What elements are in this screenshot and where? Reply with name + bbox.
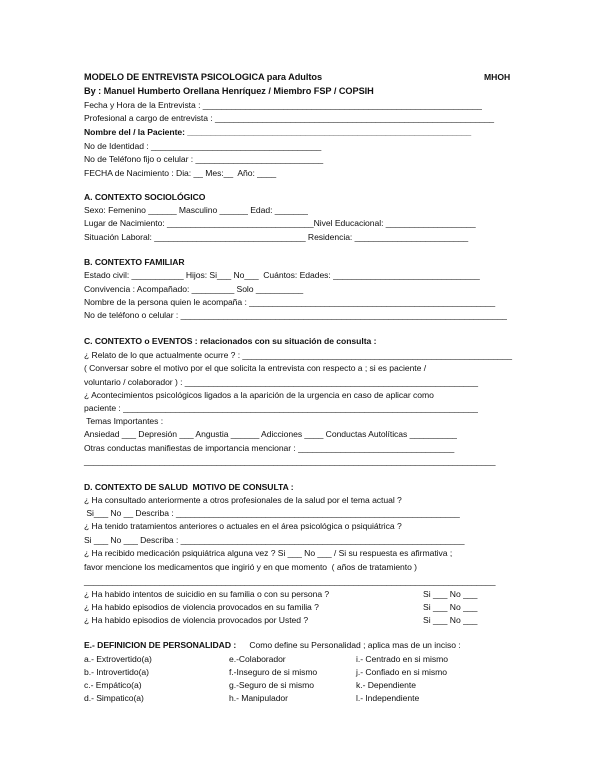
companion-name-field[interactable]: Nombre de la persona quien le acompaña : ____________________________________________________	[84, 297, 496, 307]
option-d[interactable]: d.- Simpatico(a)	[84, 693, 144, 703]
form-code: MHOH	[484, 72, 511, 82]
suicide-question: ¿ Ha habido intentos de suicidio en su familia o con su persona ?	[84, 589, 330, 599]
option-i[interactable]: i.- Centrado en si mismo	[356, 654, 448, 664]
prior-consult-question: ¿ Ha consultado anteriormente a otros profesionales de la salud por el tema actual ?	[84, 495, 402, 505]
option-e[interactable]: e.-Colaborador	[229, 654, 286, 664]
form-author: By : Manuel Humberto Orellana Henríquez / Miembro FSP / COPSIH	[84, 86, 374, 96]
section-c-title: C. CONTEXTO o EVENTOS : relacionados con su situación de consulta :	[84, 336, 377, 346]
medication-line[interactable]: _______________________________________________________________________________________	[84, 576, 496, 586]
medication-detail-text: favor mencione los medicamentos que ingirió y en que momento ( años de tratamiento )	[84, 562, 417, 572]
section-d-title: D. CONTEXTO DE SALUD MOTIVO DE CONSULTA :	[84, 482, 294, 492]
section-b-title: B. CONTEXTO FAMILIAR	[84, 257, 185, 267]
reason-note-text: ( Conversar sobre el motivo por el que solicita la entrevista con respecto a ; si es paciente /	[84, 363, 427, 373]
other-behaviors-line[interactable]: _______________________________________________________________________________________	[84, 456, 496, 466]
patient-field[interactable]: paciente : ___________________________________________________________________________	[84, 403, 478, 413]
birthplace-education-field[interactable]: Lugar de Nacimiento: _______________________________Nivel Educacional: ___________________	[84, 218, 476, 228]
option-l[interactable]: l.- Independiente	[356, 693, 420, 703]
suicide-answer[interactable]: Si ___ No ___	[423, 589, 478, 599]
conditions-field[interactable]: Ansiedad ___ Depresión ___ Angustia ______ Adicciones ____ Conductas Autolíticas __________	[84, 429, 457, 439]
work-residence-field[interactable]: Situación Laboral: ________________________________ Residencia: ________________________	[84, 232, 469, 242]
family-violence-answer[interactable]: Si ___ No ___	[423, 602, 478, 612]
prior-treatment-question: ¿ Ha tenido tratamientos anteriores o actuales en el área psicológica o psiquiátrica ?	[84, 521, 402, 531]
medication-question[interactable]: ¿ Ha recibido medicación psiquiátrica alguna vez ? Si ___ No ___ / Si su respuesta es afirmativa ;	[84, 548, 453, 558]
option-k[interactable]: k.- Dependiente	[356, 680, 416, 690]
option-h[interactable]: h.- Manipulador	[229, 693, 288, 703]
own-violence-answer[interactable]: Si ___ No ___	[423, 615, 478, 625]
option-g[interactable]: g.-Seguro de si mismo	[229, 680, 314, 690]
psych-events-text: ¿ Acontecimientos psicológicos ligados a la aparición de la urgencia en caso de aplicar como	[84, 390, 434, 400]
current-events-field[interactable]: ¿ Relato de lo que actualmente ocurre ? : _________________________________________________________	[84, 350, 512, 360]
option-f[interactable]: f.-Inseguro de si mismo	[229, 667, 318, 677]
patient-name-field[interactable]: Nombre del / la Paciente: ____________________________________________________________	[84, 127, 472, 137]
interview-date-field[interactable]: Fecha y Hora de la Entrevista : ___________________________________________________________	[84, 100, 482, 110]
volunteer-field[interactable]: voluntario / colaborador ) : ______________________________________________________________	[84, 377, 478, 387]
companion-phone-field[interactable]: No de teléfono o celular : _____________________________________________________________________	[84, 310, 507, 320]
option-b[interactable]: b.- Introvertido(a)	[84, 667, 149, 677]
section-e-subtitle: Como define su Personalidad ; aplica mas de un inciso :	[247, 640, 461, 650]
section-a-title: A. CONTEXTO SOCIOLÓGICO	[84, 192, 206, 202]
option-j[interactable]: j.- Confiado en si mismo	[356, 667, 447, 677]
phone-field[interactable]: No de Teléfono fijo o celular : ___________________________	[84, 154, 324, 164]
important-topics-label: Temas Importantes :	[84, 416, 164, 426]
sex-age-field[interactable]: Sexo: Femenino ______ Masculino ______ Edad: _______	[84, 205, 308, 215]
section-e-title: E.- DEFINICION DE PERSONALIDAD :	[84, 640, 237, 650]
other-behaviors-field[interactable]: Otras conductas manifiestas de importancia mencionar : _________________________________	[84, 443, 455, 453]
cohabitation-field[interactable]: Convivencia : Acompañado: _________ Solo __________	[84, 284, 304, 294]
prior-treatment-field[interactable]: Si ___ No ___ Describa : ____________________________________________________________	[84, 535, 465, 545]
option-c[interactable]: c.- Empático(a)	[84, 680, 142, 690]
interviewer-field[interactable]: Profesional a cargo de entrevista : ___________________________________________________________	[84, 113, 495, 123]
form-title: MODELO DE ENTREVISTA PSICOLOGICA para Adultos	[84, 72, 323, 82]
option-a[interactable]: a.- Extrovertido(a)	[84, 654, 152, 664]
id-number-field[interactable]: No de Identidad : ____________________________________	[84, 141, 322, 151]
civil-status-field[interactable]: Estado civil: ___________ Hijos: Si___ No___ Cuántos: Edades: _______________________________	[84, 270, 480, 280]
family-violence-question: ¿ Ha habido episodios de violencia provocados en su familia ?	[84, 602, 319, 612]
birth-date-field[interactable]: FECHA de Nacimiento : Dia: __ Mes:__ Año: ____	[84, 168, 277, 178]
own-violence-question: ¿ Ha habido episodios de violencia provocados por Usted ?	[84, 615, 309, 625]
prior-consult-field[interactable]: Si___ No __ Describa : ____________________________________________________________	[84, 508, 460, 518]
